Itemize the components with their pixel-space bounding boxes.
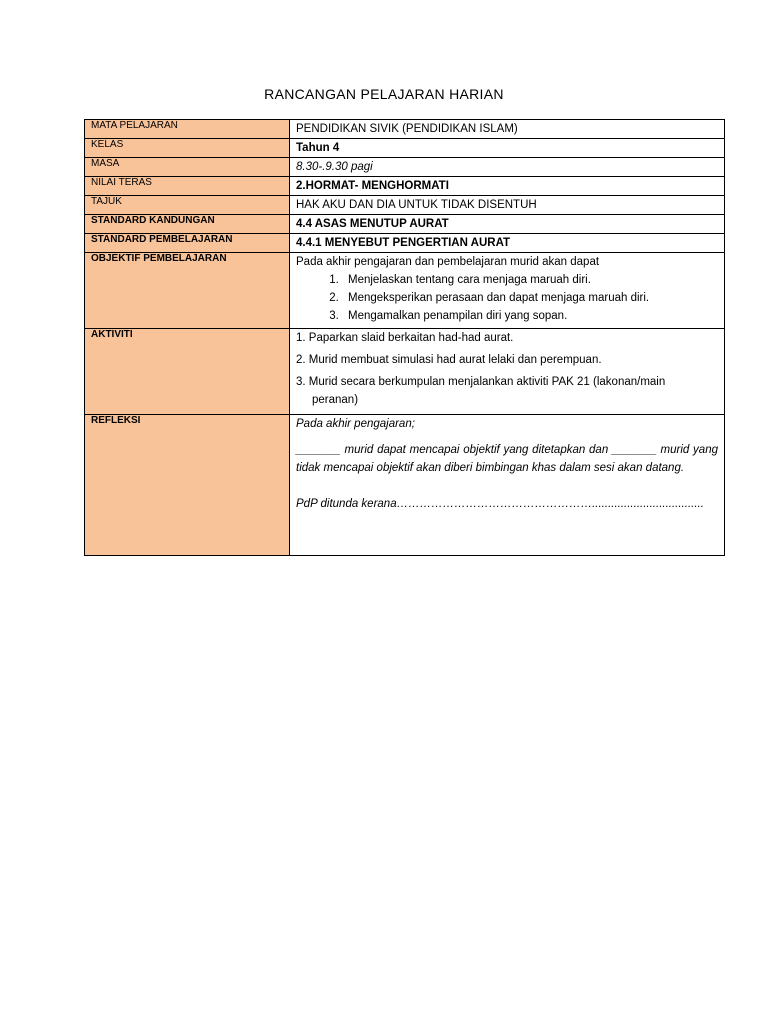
aktiviti-item: 1. Paparkan slaid berkaitan had-had aurat. xyxy=(296,332,514,344)
row-value-aktiviti xyxy=(290,329,725,415)
aktiviti-item: 2. Murid membuat simulasi had aurat lelaki dan perempuan. xyxy=(296,354,602,366)
row-label-standard-pembelajaran: STANDARD PEMBELAJARAN xyxy=(85,234,290,253)
table-row xyxy=(85,253,725,329)
list-item: 2. Mengeksperikan perasaan dan dapat menjaga maruah diri. xyxy=(342,289,718,307)
table-row xyxy=(85,139,725,158)
row-value-standard-pembelajaran: 4.4.1 MENYEBUT PENGERTIAN AURAT xyxy=(290,234,725,253)
table-row xyxy=(85,120,725,139)
row-value-objektif xyxy=(290,253,725,329)
objektif-list xyxy=(296,271,718,325)
aktiviti-item: 3. Murid secara berkumpulan menjalankan aktiviti PAK 21 (lakonan/main xyxy=(296,376,666,388)
row-label-tajuk: TAJUK xyxy=(85,196,290,215)
row-label-kelas: KELAS xyxy=(85,139,290,158)
table-row xyxy=(85,329,725,415)
row-value-kelas: Tahun 4 xyxy=(290,139,725,158)
list-item: 3. Mengamalkan penampilan diri yang sopan. xyxy=(342,307,718,325)
row-label-masa: MASA xyxy=(85,158,290,177)
refleksi-line-2: _______ murid dapat mencapai objektif yang ditetapkan dan _______ murid yang tidak mencapai objektif akan diberi bimbingan khas dalam sesi akan datang. xyxy=(296,444,718,474)
table-row xyxy=(85,177,725,196)
table-row xyxy=(85,215,725,234)
row-value-refleksi xyxy=(290,415,725,556)
row-value-nilai-teras: 2.HORMAT- MENGHORMATI xyxy=(290,177,725,196)
lesson-plan-table xyxy=(84,119,725,556)
table-row xyxy=(85,158,725,177)
row-label-aktiviti: AKTIVITI xyxy=(85,329,290,415)
row-value-mata-pelajaran: PENDIDIKAN SIVIK (PENDIDIKAN ISLAM) xyxy=(290,120,725,139)
row-label-standard-kandungan: STANDARD KANDUNGAN xyxy=(85,215,290,234)
table-row xyxy=(85,196,725,215)
aktiviti-continuation: peranan) xyxy=(312,394,359,406)
row-label-refleksi: REFLEKSI xyxy=(85,415,290,556)
refleksi-line-1: Pada akhir pengajaran; xyxy=(296,418,415,430)
refleksi-line-3: PdP ditunda kerana……………………………………………................................... xyxy=(296,498,704,510)
table-row xyxy=(85,415,725,556)
table-row xyxy=(85,234,725,253)
row-value-masa: 8.30-.9.30 pagi xyxy=(290,158,725,177)
list-item: 1. Menjelaskan tentang cara menjaga maruah diri. xyxy=(342,271,718,289)
row-value-standard-kandungan: 4.4 ASAS MENUTUP AURAT xyxy=(290,215,725,234)
page-title: RANCANGAN PELAJARAN HARIAN xyxy=(264,86,504,102)
row-label-mata-pelajaran: MATA PELAJARAN xyxy=(85,120,290,139)
row-label-nilai-teras: NILAI TERAS xyxy=(85,177,290,196)
row-value-tajuk: HAK AKU DAN DIA UNTUK TIDAK DISENTUH xyxy=(290,196,725,215)
objektif-intro: Pada akhir pengajaran dan pembelajaran murid akan dapat xyxy=(296,256,600,268)
row-label-objektif: OBJEKTIF PEMBELAJARAN xyxy=(85,253,290,329)
